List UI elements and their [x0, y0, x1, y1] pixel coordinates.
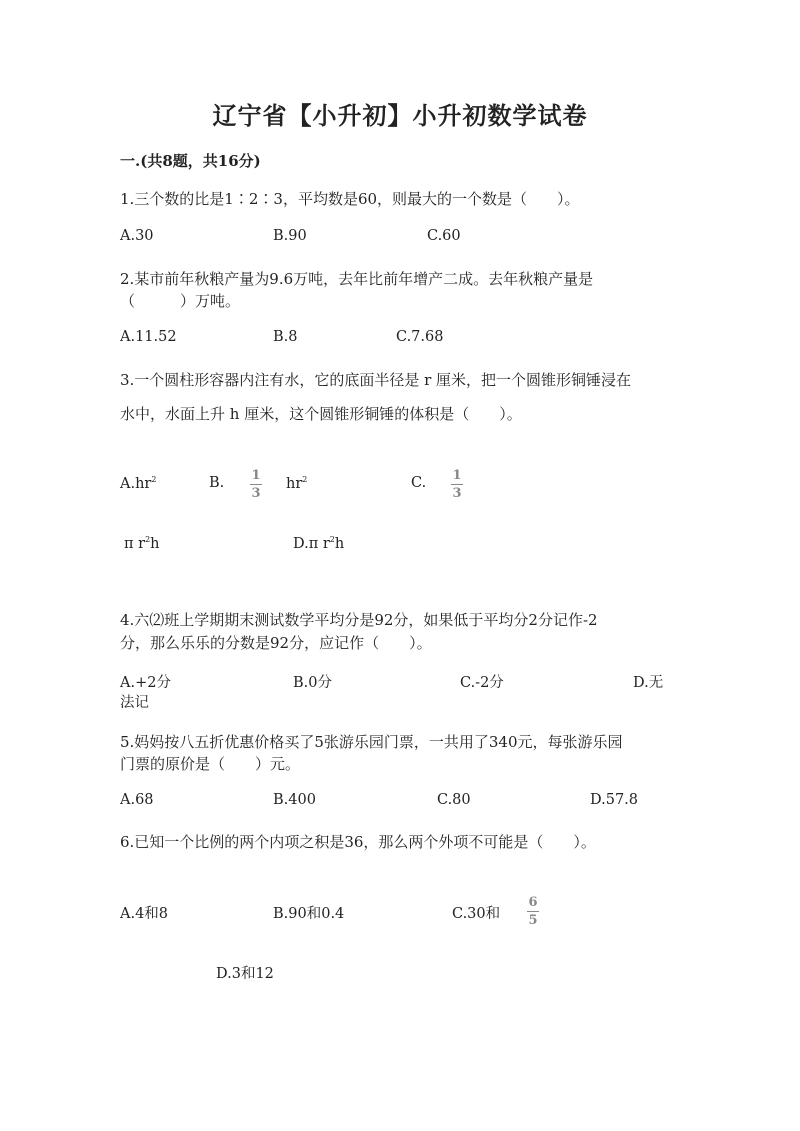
question-6-option-b: B.90和0.4: [273, 906, 345, 922]
question-5-option-c: C.80: [437, 792, 471, 808]
fraction-one-third: 1 3: [251, 468, 261, 501]
question-5-option-d: D.57.8: [590, 792, 639, 808]
question-2-line-1: 2.某市前年秋粮产量为9.6万吨，去年比前年增产二成。去年秋粮产量是: [120, 270, 594, 288]
question-1-option-c: C.60: [427, 228, 461, 244]
question-5-line-1: 5.妈妈按八五折优惠价格买了5张游乐园门票，一共用了340元，每张游乐园: [120, 733, 623, 751]
question-4-line-1: 4.六⑵班上学期期末测试数学平均分是92分，如果低于平均分2分记作-2: [120, 611, 598, 629]
question-6-option-a: A.4和8: [120, 906, 169, 922]
page-title: 辽宁省【小升初】小升初数学试卷: [212, 101, 588, 130]
question-2-option-a: A.11.52: [120, 329, 177, 345]
question-1-option-a: A.30: [120, 228, 154, 244]
question-5-option-a: A.68: [120, 792, 154, 808]
question-4-option-c: C.-2分: [460, 675, 504, 691]
question-3-option-b-label: B.: [209, 475, 225, 491]
question-5-line-2: 门票的原价是（ ）元。: [120, 755, 301, 773]
question-3-line-1: 3.一个圆柱形容器内注有水，它的底面半径是 r 厘米，把一个圆锥形铜锤浸在: [120, 371, 632, 389]
question-3-option-b-term: $hr^2$: [286, 475, 308, 492]
question-3-option-c-label: C.: [411, 475, 427, 491]
question-2-line-2: （ ）万吨。: [120, 292, 241, 310]
question-3-line-2: 水中，水面上升 h 厘米，这个圆锥形铜锤的体积是（ ）。: [120, 405, 522, 423]
question-1-option-b: B.90: [273, 228, 307, 244]
question-6-text: 6.已知一个比例的两个内项之积是36，那么两个外项不可能是（ ）。: [120, 833, 596, 851]
question-3-option-c-term: π $r^2h$: [124, 535, 160, 552]
question-3-option-a: $A.hr^2$: [120, 475, 157, 492]
section-heading: 一.(共8题，共16分): [120, 152, 261, 170]
question-4-option-a: A.+2分: [120, 675, 171, 691]
fraction-one-third: 1 3: [452, 468, 462, 501]
question-4-option-d: D.无: [633, 675, 664, 691]
question-2-option-b: B.8: [273, 329, 298, 345]
question-1-text: 1.三个数的比是1∶2∶3，平均数是60，则最大的一个数是（ ）。: [120, 190, 580, 208]
fraction-six-fifths: 6 5: [528, 895, 538, 928]
question-3-option-d: D.π $r^2h$: [293, 535, 345, 552]
question-2-option-c: C.7.68: [396, 329, 444, 345]
question-4-option-b: B.0分: [293, 675, 332, 691]
question-5-option-b: B.400: [273, 792, 316, 808]
question-6-option-c-label: C.30和: [452, 906, 501, 922]
question-4-option-d-continued: 法记: [120, 695, 149, 711]
question-6-option-d: D.3和12: [216, 966, 274, 982]
question-4-line-2: 分，那么乐乐的分数是92分，应记作（ ）。: [120, 634, 432, 652]
